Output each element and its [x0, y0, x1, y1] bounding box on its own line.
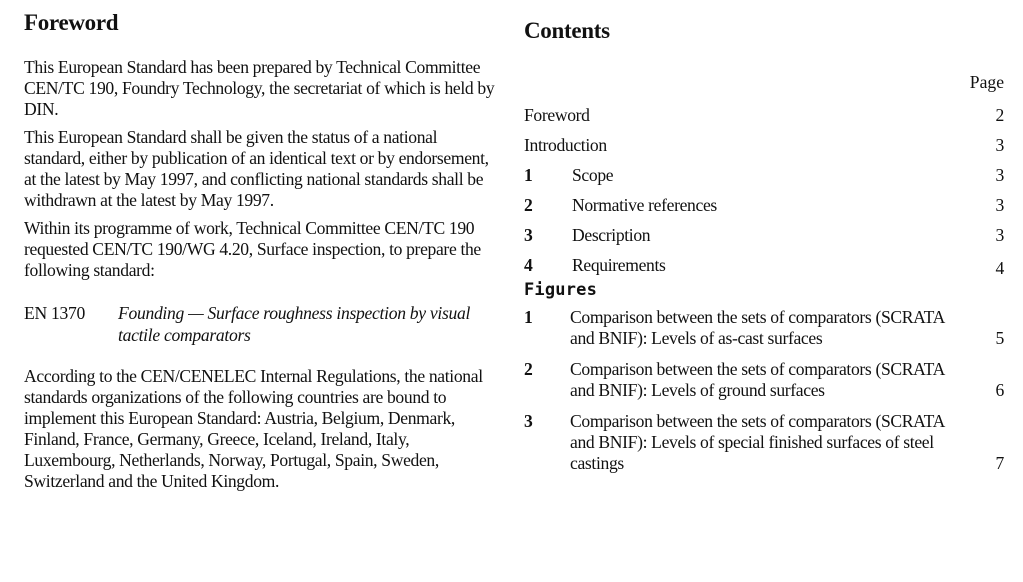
contents-heading: Contents	[524, 18, 610, 43]
toc-entry-page: 3	[995, 135, 1004, 155]
foreword-closing-paragraph: According to the CEN/CENELEC Internal Regulations, the national standards organizations of the following countries are bound to implement this European Standard: Austria, Belgium, Denmark, Finland, France, Germany, Greece, Iceland, Ireland, Italy, Luxembourg, Netherlands, Norway, Portugal, Spain, Sweden, Switzerland and the United Kingdom.	[24, 366, 483, 491]
standard-reference	[24, 302, 504, 346]
figure-entry-title: Comparison between the sets of comparators (SCRATA and BNIF): Levels of as-cast surfaces	[570, 307, 944, 348]
figure-entry[interactable]	[524, 307, 1004, 349]
figure-entry[interactable]	[524, 359, 1004, 401]
figure-entry[interactable]	[524, 411, 1004, 474]
foreword-paragraph: This European Standard has been prepared by Technical Committee CEN/TC 190, Foundry Technology, the secretariat of which is held by DIN.	[24, 57, 495, 119]
figure-entry-number: 1	[524, 307, 533, 327]
figure-entry-title: Comparison between the sets of comparators (SCRATA and BNIF): Levels of special finished surfaces of steel castings	[570, 411, 944, 473]
toc-entry[interactable]	[524, 125, 1004, 155]
figure-entry-page: 5	[995, 328, 1004, 348]
figures-heading: Figures	[524, 280, 598, 300]
toc-list	[524, 95, 1004, 484]
standard-title: Founding — Surface roughness inspection by visual tactile comparators	[118, 303, 471, 345]
toc-entry-number: 1	[524, 165, 533, 185]
foreword-paragraph: This European Standard shall be given the status of a national standard, either by publication of an identical text or by endorsement, at the latest by May 1997, and conflicting national standards shall be withdrawn at the latest by May 1997.	[24, 127, 489, 210]
toc-entry-title: Normative references	[572, 195, 717, 215]
figure-entry-title: Comparison between the sets of comparators (SCRATA and BNIF): Levels of ground surfaces	[570, 359, 944, 400]
figure-entry-number: 2	[524, 359, 533, 379]
foreword-section	[24, 10, 504, 499]
toc-entry-title: Description	[572, 225, 651, 245]
toc-entry[interactable]	[524, 155, 1004, 185]
toc-entry[interactable]	[524, 95, 1004, 125]
figure-entry-page: 6	[995, 380, 1004, 400]
toc-entry-page: 2	[995, 105, 1004, 125]
foreword-paragraph: Within its programme of work, Technical Committee CEN/TC 190 requested CEN/TC 190/WG 4.20, Surface inspection, to prepare the following standard:	[24, 218, 481, 280]
toc-entry-page: 3	[995, 165, 1004, 185]
toc-entry[interactable]	[524, 215, 1004, 245]
toc-entry-title: Foreword	[524, 105, 590, 125]
foreword-heading: Foreword	[24, 10, 119, 35]
toc-entry-number: 3	[524, 225, 533, 245]
toc-entry-title: Requirements	[572, 255, 666, 275]
contents-section	[524, 18, 1004, 473]
toc-entry-number: 4	[524, 255, 533, 275]
toc-entry[interactable]	[524, 245, 1004, 278]
toc-entry-title: Introduction	[524, 135, 607, 155]
standard-code: EN 1370	[24, 303, 85, 323]
figure-entry-page: 7	[995, 453, 1004, 473]
page-column-label: Page	[969, 72, 1004, 92]
toc-entry-page: 4	[995, 258, 1004, 278]
toc-entry-number: 2	[524, 195, 533, 215]
figure-entry-number: 3	[524, 411, 533, 431]
toc-entry[interactable]	[524, 185, 1004, 215]
toc-entry-page: 3	[995, 195, 1004, 215]
toc-entry-title: Scope	[572, 165, 614, 185]
toc-entry-page: 3	[995, 225, 1004, 245]
